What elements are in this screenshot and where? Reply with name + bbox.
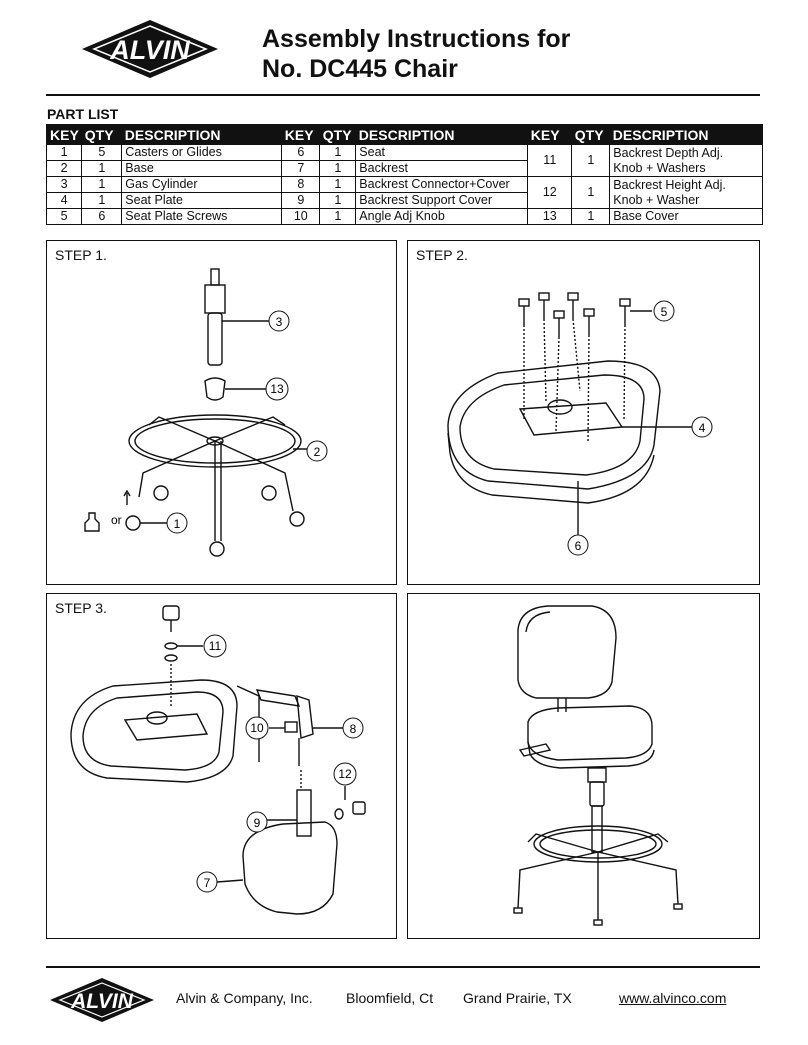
callout-4 (692, 417, 712, 437)
document-title (262, 24, 570, 84)
part-description-line: Knob + Washers (613, 160, 706, 175)
step1-diagram (47, 241, 395, 583)
part-qty: 6 (82, 209, 122, 225)
table-row (47, 177, 763, 193)
svg-text:2: 2 (313, 445, 321, 459)
part-description: Casters or Glides (122, 145, 282, 161)
part-qty: 1 (82, 193, 122, 209)
col-header-qty: QTY (320, 125, 356, 146)
svg-text:11: 11 (208, 639, 222, 653)
footer-rule (46, 966, 760, 968)
part-description-line: Backrest Depth Adj. (613, 145, 724, 160)
table-header-row (47, 125, 763, 146)
step3-label: STEP 3. (55, 600, 107, 616)
part-qty: 1 (82, 161, 122, 177)
part-description: Backrest (356, 161, 528, 177)
col-header-key: KEY (528, 125, 572, 146)
part-key: 9 (282, 193, 320, 209)
part-key: 1 (47, 145, 82, 161)
callout-2 (307, 441, 327, 461)
svg-text:9: 9 (253, 816, 261, 830)
callout-5 (654, 301, 674, 321)
part-list-table (46, 124, 763, 225)
part-qty: 1 (320, 161, 356, 177)
part-qty: 1 (82, 177, 122, 193)
col-header-qty: QTY (572, 125, 610, 146)
part-key: 2 (47, 161, 82, 177)
part-key: 13 (528, 209, 572, 225)
part-key: 12 (528, 177, 572, 209)
footer-location-bloomfield: Bloomfield, Ct (346, 990, 434, 1006)
part-key: 7 (282, 161, 320, 177)
callout-11 (204, 635, 226, 657)
part-qty: 1 (572, 177, 610, 209)
part-key: 3 (47, 177, 82, 193)
part-description (610, 177, 763, 209)
step2-diagram (408, 241, 758, 583)
col-header-description: DESCRIPTION (356, 125, 528, 146)
callout-3 (269, 311, 289, 331)
step1-label: STEP 1. (55, 247, 107, 263)
logo-text: ALVIN (110, 35, 190, 65)
part-qty: 1 (320, 177, 356, 193)
footer-location-grand-prairie: Grand Prairie, TX (463, 990, 572, 1006)
step1-panel (46, 240, 397, 585)
step2-panel (407, 240, 760, 585)
part-qty: 1 (572, 209, 610, 225)
part-description-line: Knob + Washer (613, 192, 700, 207)
svg-text:4: 4 (698, 421, 706, 435)
part-description: Angle Adj Knob (356, 209, 528, 225)
part-description: Seat (356, 145, 528, 161)
col-header-key: KEY (47, 125, 82, 146)
table-row (47, 145, 763, 161)
part-description: Seat Plate (122, 193, 282, 209)
svg-text:10: 10 (250, 721, 264, 735)
logo-text: ALVIN (71, 990, 133, 1013)
part-key: 10 (282, 209, 320, 225)
step3-diagram (47, 594, 395, 937)
part-description: Base (122, 161, 282, 177)
part-description: Backrest Connector+Cover (356, 177, 528, 193)
col-header-description: DESCRIPTION (122, 125, 282, 146)
svg-text:1: 1 (173, 517, 181, 531)
callout-1 (167, 513, 187, 533)
part-list-heading: PART LIST (47, 106, 119, 122)
title-line-2: No. DC445 Chair (262, 55, 458, 83)
part-qty: 1 (320, 193, 356, 209)
assembled-chair-illustration (408, 594, 758, 937)
svg-text:8: 8 (349, 722, 357, 736)
table-row (47, 209, 763, 225)
part-qty: 1 (320, 145, 356, 161)
part-key: 8 (282, 177, 320, 193)
part-description-line: Backrest Height Adj. (613, 177, 726, 192)
svg-text:12: 12 (338, 767, 352, 781)
part-key: 5 (47, 209, 82, 225)
col-header-qty: QTY (82, 125, 122, 146)
part-description: Base Cover (610, 209, 763, 225)
part-key: 4 (47, 193, 82, 209)
assembled-chair-panel (407, 593, 760, 939)
callout-10 (246, 717, 268, 739)
part-key: 11 (528, 145, 572, 177)
step3-panel (46, 593, 397, 939)
callout-12 (334, 763, 356, 785)
callout-13 (266, 378, 288, 400)
part-qty: 1 (572, 145, 610, 177)
part-description: Backrest Support Cover (356, 193, 528, 209)
title-line-1: Assembly Instructions for (262, 25, 571, 53)
col-header-description: DESCRIPTION (610, 125, 763, 146)
part-qty: 5 (82, 145, 122, 161)
svg-text:13: 13 (270, 382, 284, 396)
footer-company: Alvin & Company, Inc. (176, 990, 313, 1006)
header-rule (46, 94, 760, 96)
alvin-logo-footer (46, 976, 158, 1024)
callout-8 (343, 718, 363, 738)
svg-text:3: 3 (275, 315, 283, 329)
callout-6 (568, 535, 588, 555)
part-description: Seat Plate Screws (122, 209, 282, 225)
svg-text:6: 6 (574, 539, 582, 553)
or-text: or (111, 513, 122, 527)
part-description (610, 145, 763, 177)
col-header-key: KEY (282, 125, 320, 146)
part-description: Gas Cylinder (122, 177, 282, 193)
callout-7 (197, 872, 217, 892)
footer-website-link[interactable]: www.alvinco.com (619, 990, 727, 1006)
svg-text:7: 7 (203, 876, 211, 890)
alvin-logo (78, 18, 222, 80)
part-key: 6 (282, 145, 320, 161)
svg-text:5: 5 (660, 305, 668, 319)
part-qty: 1 (320, 209, 356, 225)
callout-9 (247, 812, 267, 832)
step2-label: STEP 2. (416, 247, 468, 263)
